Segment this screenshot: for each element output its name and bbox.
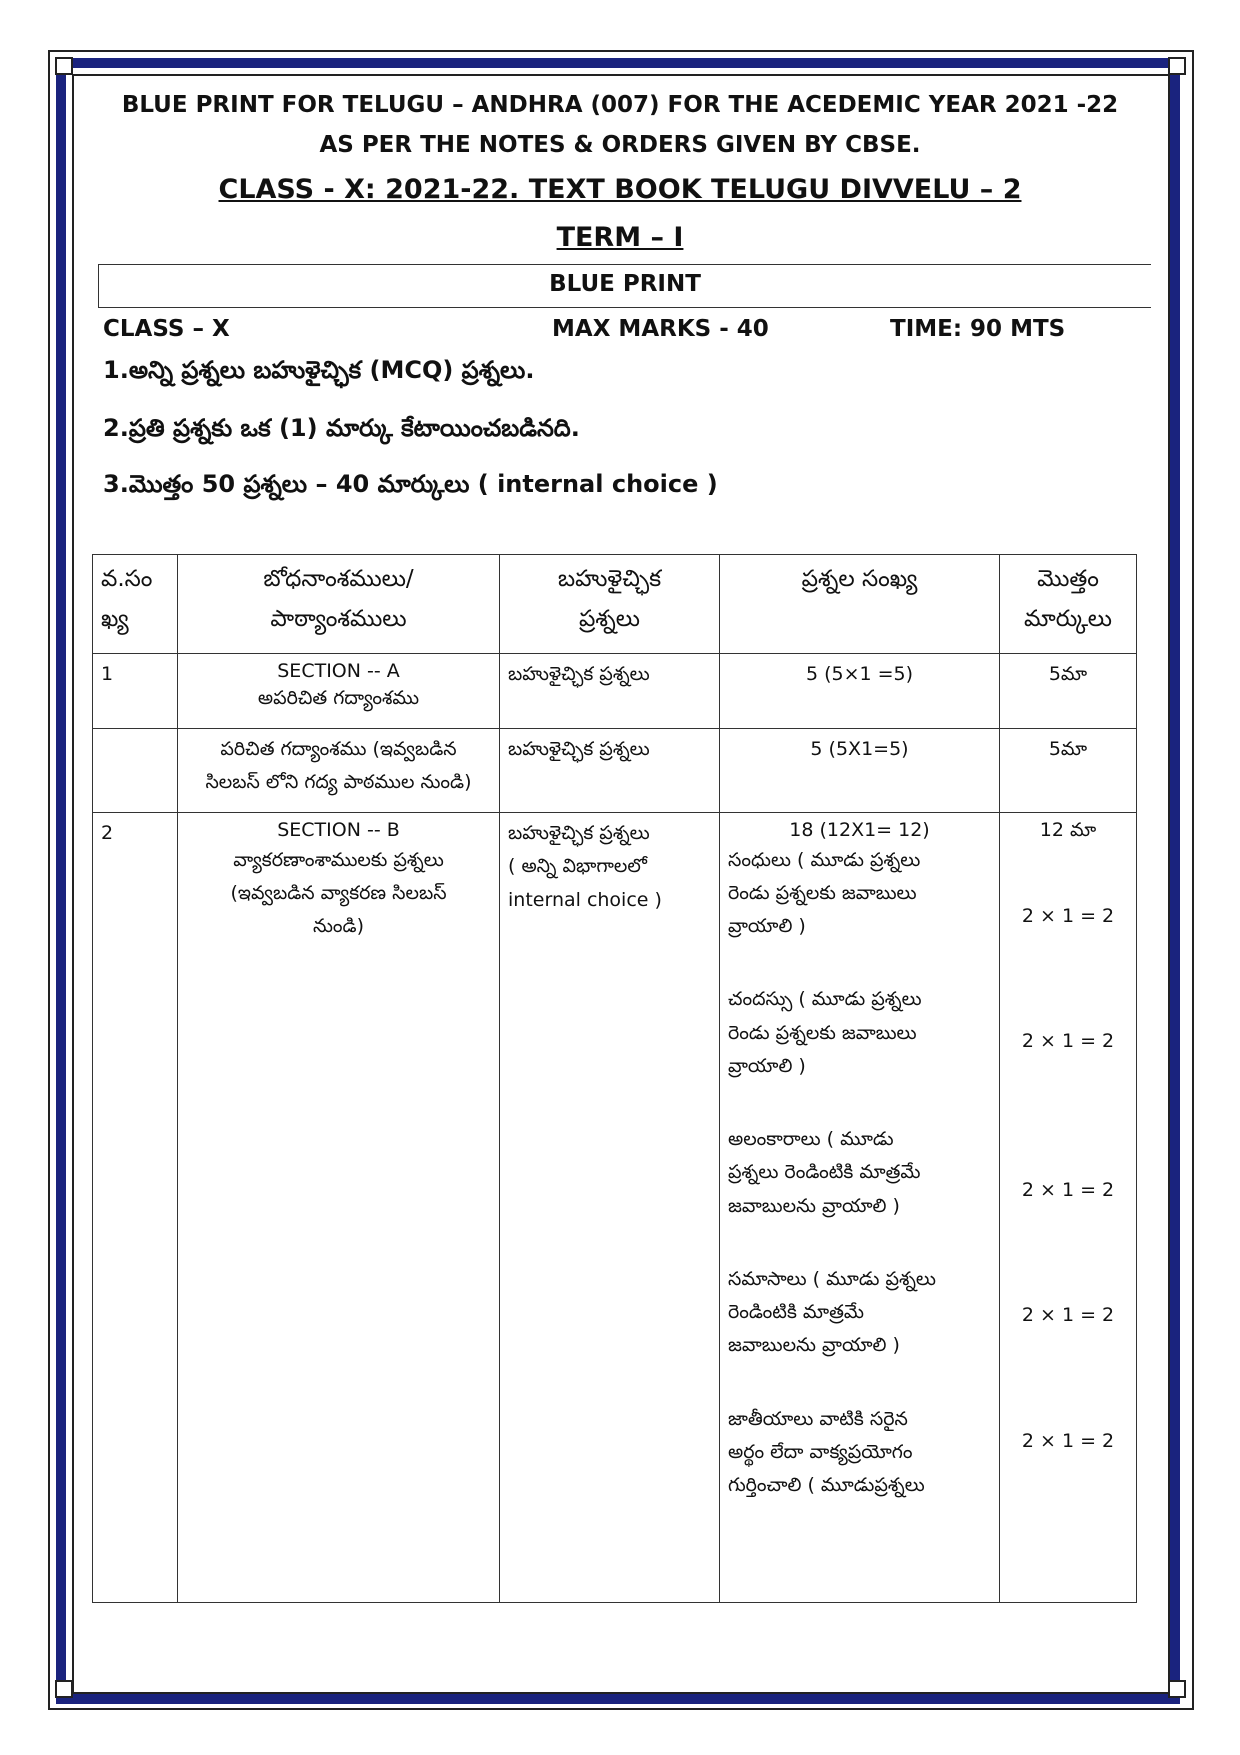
row2-topic-line-2: సిలబస్ లోని గద్య పాఠముల నుండి) — [205, 771, 472, 794]
header-topics-line-1: బోధనాంశములు/ — [263, 566, 414, 592]
instruction-3: 3.మొత్తం 50 ప్రశ్నలు – 40 మార్కులు ( internal choice ) — [103, 470, 718, 498]
grammar-item-marks: 2 × 1 = 2 — [1021, 1429, 1115, 1452]
info-time: TIME: 90 MTS — [890, 316, 1066, 342]
row2-marks: 5మా — [1000, 729, 1137, 813]
grammar-item-marks: 2 × 1 = 2 — [1021, 1304, 1115, 1327]
row3-section: SECTION -- B — [277, 819, 400, 841]
row1-section: SECTION -- A — [277, 660, 400, 682]
row3-count-total: 18 (12X1= 12) — [789, 819, 930, 841]
row2-serial — [93, 729, 178, 813]
row2-topic-line-1: పరిచిత గద్యాంశము (ఇవ్వబడిన — [220, 738, 457, 760]
header-total-line-2: మార్కులు — [1024, 606, 1112, 633]
border-corner — [1168, 1680, 1186, 1698]
instruction-2: 2.ప్రతి ప్రశ్నకు ఒక (1) మార్కు కేటాయించబడినది. — [103, 414, 580, 442]
border-corner — [1168, 57, 1186, 75]
title-line-2: AS PER THE NOTES & ORDERS GIVEN BY CBSE. — [319, 132, 921, 158]
row3-count — [720, 813, 1000, 1603]
info-max-marks: MAX MARKS - 40 — [552, 316, 769, 342]
header-total-line-1: మొత్తం — [1037, 566, 1099, 592]
blue-print-label: BLUE PRINT — [549, 271, 701, 297]
header-topics-line-2: పాఠ్యాంశములు — [270, 606, 407, 633]
blueprint-table — [92, 554, 1137, 1603]
grammar-item-marks: 2 × 1 = 2 — [1021, 904, 1115, 927]
row2-count: 5 (5X1=5) — [720, 729, 1000, 813]
grammar-item — [728, 1123, 991, 1223]
header-total-marks — [1000, 555, 1137, 654]
row3-marks — [1000, 813, 1137, 1603]
instruction-1: 1.అన్ని ప్రశ్నలు బహుళైచ్ఛిక (MCQ) ప్రశ్నలు. — [103, 356, 535, 384]
table-header-row — [93, 555, 1137, 654]
row1-topic-text: అపరిచిత గద్యాంశము — [257, 686, 420, 709]
grammar-item-line: ప్రశ్నలు రెండింటికి మాత్రమే — [728, 1161, 921, 1184]
term-heading: TERM – I — [556, 222, 684, 253]
grammar-item-line: జవాబులను వ్రాయాలి ) — [728, 1334, 900, 1357]
row3-total-marks: 12 మా — [1039, 819, 1097, 841]
header-serial — [93, 555, 178, 654]
grammar-item-line: జవాబులను వ్రాయాలి ) — [728, 1194, 900, 1217]
grammar-item-line: రెండింటికి మాత్రమే — [728, 1301, 865, 1324]
header-type-line-2: ప్రశ్నలు — [579, 606, 640, 633]
row3-topic-line-2: (ఇవ్వబడిన వ్యాకరణ సిలబస్ — [230, 881, 447, 904]
table-row — [93, 813, 1137, 1603]
grammar-item-line: సమాసాలు ( మూడు ప్రశ్నలు — [728, 1267, 936, 1290]
grammar-item — [728, 983, 991, 1083]
table-row — [93, 654, 1137, 729]
row3-type-line-2: ( అన్ని విభాగాలలో — [508, 855, 647, 878]
blue-print-banner — [98, 264, 1151, 308]
row3-topic-line-3: నుండి) — [312, 915, 365, 938]
row3-serial: 2 — [93, 813, 178, 1603]
header-count-line: ప్రశ్నల సంఖ్య — [801, 566, 918, 592]
row3-topic-line-1: వ్యాకరణాంశాములకు ప్రశ్నలు — [233, 848, 444, 871]
row3-topic — [178, 813, 500, 1603]
row2-topic — [178, 729, 500, 813]
row3-type-line-3: internal choice ) — [508, 888, 662, 911]
row2-type: బహుళైచ్ఛిక ప్రశ్నలు — [500, 729, 720, 813]
grammar-item-marks: 2 × 1 = 2 — [1021, 1179, 1115, 1202]
table-row — [93, 729, 1137, 813]
row1-serial: 1 — [93, 654, 178, 729]
grammar-item-line: గుర్తించాలి ( మూడుప్రశ్నలు — [728, 1474, 925, 1497]
row1-marks: 5మా — [1000, 654, 1137, 729]
grammar-item-line: చందస్సు ( మూడు ప్రశ్నలు — [728, 988, 922, 1011]
row1-type: బహుళైచ్ఛిక ప్రశ్నలు — [500, 654, 720, 729]
border-corner — [55, 57, 73, 75]
border-corner — [55, 1680, 73, 1698]
grammar-item-line: అలంకారాలు ( మూడు — [728, 1128, 894, 1151]
header-type-line-1: బహుళైచ్ఛిక — [557, 566, 662, 592]
header-serial-line-2: ఖ్య — [101, 606, 129, 633]
header-topics — [178, 555, 500, 654]
row3-type-line-1: బహుళైచ్ఛిక ప్రశ్నలు — [508, 822, 650, 844]
grammar-item-line: సంధులు ( మూడు ప్రశ్నలు — [728, 848, 921, 871]
grammar-item-line: జాతీయాలు వాటికి సరైన — [728, 1407, 908, 1430]
grammar-item — [728, 1403, 991, 1503]
header-question-type — [500, 555, 720, 654]
grammar-item-line: రెండు ప్రశ్నలకు జవాబులు — [728, 881, 917, 904]
grammar-item-line: వ్రాయాలి ) — [728, 1054, 806, 1077]
grammar-item-line: రెండు ప్రశ్నలకు జవాబులు — [728, 1021, 917, 1044]
header-question-count — [720, 555, 1000, 654]
row3-type — [500, 813, 720, 1603]
header-serial-line-1: వ.సం — [101, 566, 153, 592]
info-class: CLASS – X — [103, 316, 230, 342]
title-line-1: BLUE PRINT FOR TELUGU – ANDHRA (007) FOR THE ACEDEMIC YEAR 2021 -22 — [121, 92, 1119, 118]
grammar-item — [728, 844, 991, 944]
grammar-item-marks: 2 × 1 = 2 — [1021, 1029, 1115, 1052]
grammar-item-line: వ్రాయాలి ) — [728, 915, 806, 938]
grammar-item — [728, 1263, 991, 1363]
class-heading: CLASS - X: 2021-22. TEXT BOOK TELUGU DIVVELU – 2 — [218, 174, 1022, 205]
row1-topic — [178, 654, 500, 729]
grammar-item-line: అర్థం లేదా వాక్యప్రయోగం — [728, 1440, 913, 1463]
row1-count: 5 (5×1 =5) — [720, 654, 1000, 729]
